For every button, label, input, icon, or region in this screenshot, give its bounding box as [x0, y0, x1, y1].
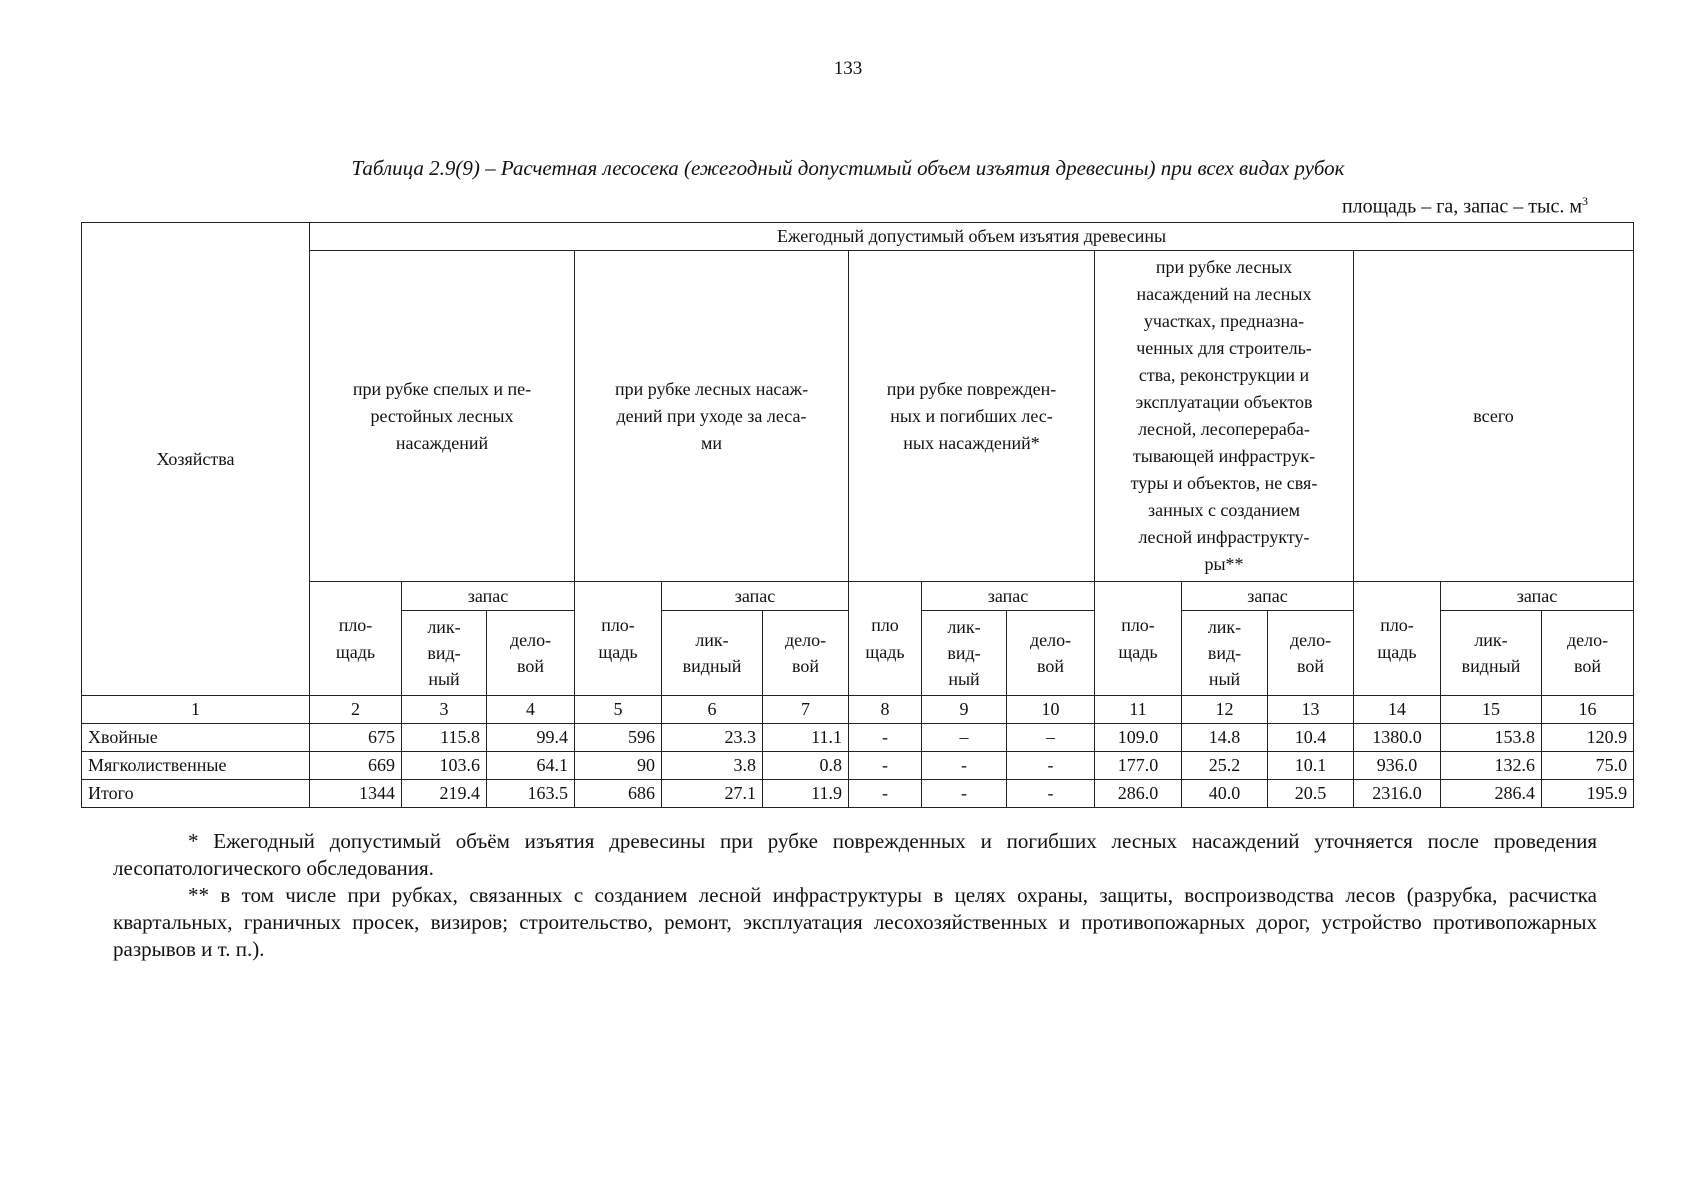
cell-area: 90: [575, 752, 662, 780]
cell-area: 686: [575, 780, 662, 808]
column-number: 8: [849, 696, 922, 724]
cell-liquid: 40.0: [1182, 780, 1268, 808]
column-number: 7: [763, 696, 849, 724]
cell-area: -: [849, 780, 922, 808]
header-zapas: запас: [662, 582, 849, 611]
row-name: Мягколиственные: [82, 752, 310, 780]
column-number: 14: [1354, 696, 1441, 724]
cell-liquid: -: [922, 780, 1007, 808]
column-number: 5: [575, 696, 662, 724]
cell-liquid: –: [922, 724, 1007, 752]
cell-business: 10.4: [1268, 724, 1354, 752]
header-business: дело- вой: [1007, 611, 1095, 696]
cell-area: -: [849, 724, 922, 752]
column-number: 3: [402, 696, 487, 724]
cell-business: -: [1007, 752, 1095, 780]
units-text: площадь – га, запас – тыс. м: [1341, 195, 1582, 218]
cell-liquid: 286.4: [1441, 780, 1542, 808]
column-number: 13: [1268, 696, 1354, 724]
header-zapas: запас: [1441, 582, 1634, 611]
header-area: пло щадь: [849, 582, 922, 696]
cell-liquid: 103.6: [402, 752, 487, 780]
cell-business: 10.1: [1268, 752, 1354, 780]
cell-business: 195.9: [1542, 780, 1634, 808]
header-business: дело- вой: [763, 611, 849, 696]
cell-business: 99.4: [487, 724, 575, 752]
cell-liquid: 115.8: [402, 724, 487, 752]
header-liquid: лик- вид- ный: [1182, 611, 1268, 696]
column-number: 11: [1095, 696, 1182, 724]
cell-business: 0.8: [763, 752, 849, 780]
header-group-title: Ежегодный допустимый объем изъятия древесины: [310, 223, 1634, 251]
row-name: Хвойные: [82, 724, 310, 752]
column-number: 2: [310, 696, 402, 724]
footnotes: [113, 828, 1597, 963]
header-area: пло- щадь: [1354, 582, 1441, 696]
header-row-groups: [82, 251, 1634, 582]
header-group-mature: при рубке спелых и пе- рестойных лесных насаждений: [310, 251, 575, 582]
page-number: 133: [833, 58, 863, 79]
header-business: дело- вой: [1542, 611, 1634, 696]
row-name: Итого: [82, 780, 310, 808]
cell-business: 120.9: [1542, 724, 1634, 752]
column-number: 15: [1441, 696, 1542, 724]
column-number: 9: [922, 696, 1007, 724]
header-zapas: запас: [922, 582, 1095, 611]
cell-business: –: [1007, 724, 1095, 752]
units-label: [1342, 194, 1588, 219]
cell-liquid: 23.3: [662, 724, 763, 752]
cell-area: 675: [310, 724, 402, 752]
logging-table: [81, 222, 1634, 808]
cell-area: 177.0: [1095, 752, 1182, 780]
table-row: [82, 724, 1634, 752]
footnote-infrastructure: ** в том числе при рубках, связанных с созданием лесной инфраструктуры в целях охраны, защиты, воспроизводства лесов (разрубка, расчистка квартальных, граничных просек, визиров; строительство, ремонт, эксплуатация лесохозяйственных и противопожарных дорог, устройство противопожарных разрывов и т. п.).: [113, 883, 1597, 961]
header-business: дело- вой: [487, 611, 575, 696]
column-number: 10: [1007, 696, 1095, 724]
cell-business: 163.5: [487, 780, 575, 808]
table-row: [82, 780, 1634, 808]
cell-area: 286.0: [1095, 780, 1182, 808]
cell-area: -: [849, 752, 922, 780]
header-group-total: всего: [1354, 251, 1634, 582]
header-business: дело- вой: [1268, 611, 1354, 696]
cell-area: 936.0: [1354, 752, 1441, 780]
table-title: Таблица 2.9(9) – Расчетная лесосека (ежегодный допустимый объем изъятия древесины) при всех видах рубок: [351, 156, 1345, 180]
cell-business: 75.0: [1542, 752, 1634, 780]
cell-area: 1380.0: [1354, 724, 1441, 752]
cell-business: 11.9: [763, 780, 849, 808]
cell-liquid: 132.6: [1441, 752, 1542, 780]
cell-liquid: 27.1: [662, 780, 763, 808]
cell-business: 20.5: [1268, 780, 1354, 808]
header-zapas: запас: [402, 582, 575, 611]
cell-area: 596: [575, 724, 662, 752]
header-group-damaged: при рубке поврежден- ных и погибших лес- ных насаждений*: [849, 251, 1095, 582]
cell-business: 64.1: [487, 752, 575, 780]
header-row-zapas: [82, 582, 1634, 611]
header-area: пло- щадь: [575, 582, 662, 696]
cell-liquid: 25.2: [1182, 752, 1268, 780]
column-number: 12: [1182, 696, 1268, 724]
column-number: 1: [82, 696, 310, 724]
cell-liquid: 3.8: [662, 752, 763, 780]
header-owner: Хозяйства: [82, 223, 310, 696]
table-row: [82, 752, 1634, 780]
cell-liquid: -: [922, 752, 1007, 780]
cell-area: 1344: [310, 780, 402, 808]
column-number: 6: [662, 696, 763, 724]
header-liquid: лик- вид- ный: [922, 611, 1007, 696]
cell-liquid: 219.4: [402, 780, 487, 808]
cell-area: 2316.0: [1354, 780, 1441, 808]
column-number: 4: [487, 696, 575, 724]
header-group-care: при рубке лесных насаж- дений при уходе за леса- ми: [575, 251, 849, 582]
header-area: пло- щадь: [310, 582, 402, 696]
cell-liquid: 153.8: [1441, 724, 1542, 752]
header-row-top: [82, 223, 1634, 251]
column-number-row: [82, 696, 1634, 724]
header-area: пло- щадь: [1095, 582, 1182, 696]
units-superscript: 3: [1582, 194, 1588, 208]
cell-business: 11.1: [763, 724, 849, 752]
header-liquid: лик- вид- ный: [402, 611, 487, 696]
footnote-damaged: * Ежегодный допустимый объём изъятия древесины при рубке поврежденных и погибших лесных насаждений уточняется после проведения лесопатологического обследования.: [113, 829, 1597, 880]
header-group-construction: при рубке лесных насаждений на лесных участках, предназна- ченных для строитель- ства, реконструкции и эксплуатации объектов лесной, лесоперераба- тывающей инфраструк- туры и объектов, не свя- занных с созданием лесной инфраструкту- ры**: [1095, 251, 1354, 582]
header-liquid: лик- видный: [662, 611, 763, 696]
header-liquid: лик- видный: [1441, 611, 1542, 696]
cell-business: -: [1007, 780, 1095, 808]
header-zapas: запас: [1182, 582, 1354, 611]
column-number: 16: [1542, 696, 1634, 724]
cell-liquid: 14.8: [1182, 724, 1268, 752]
cell-area: 109.0: [1095, 724, 1182, 752]
cell-area: 669: [310, 752, 402, 780]
